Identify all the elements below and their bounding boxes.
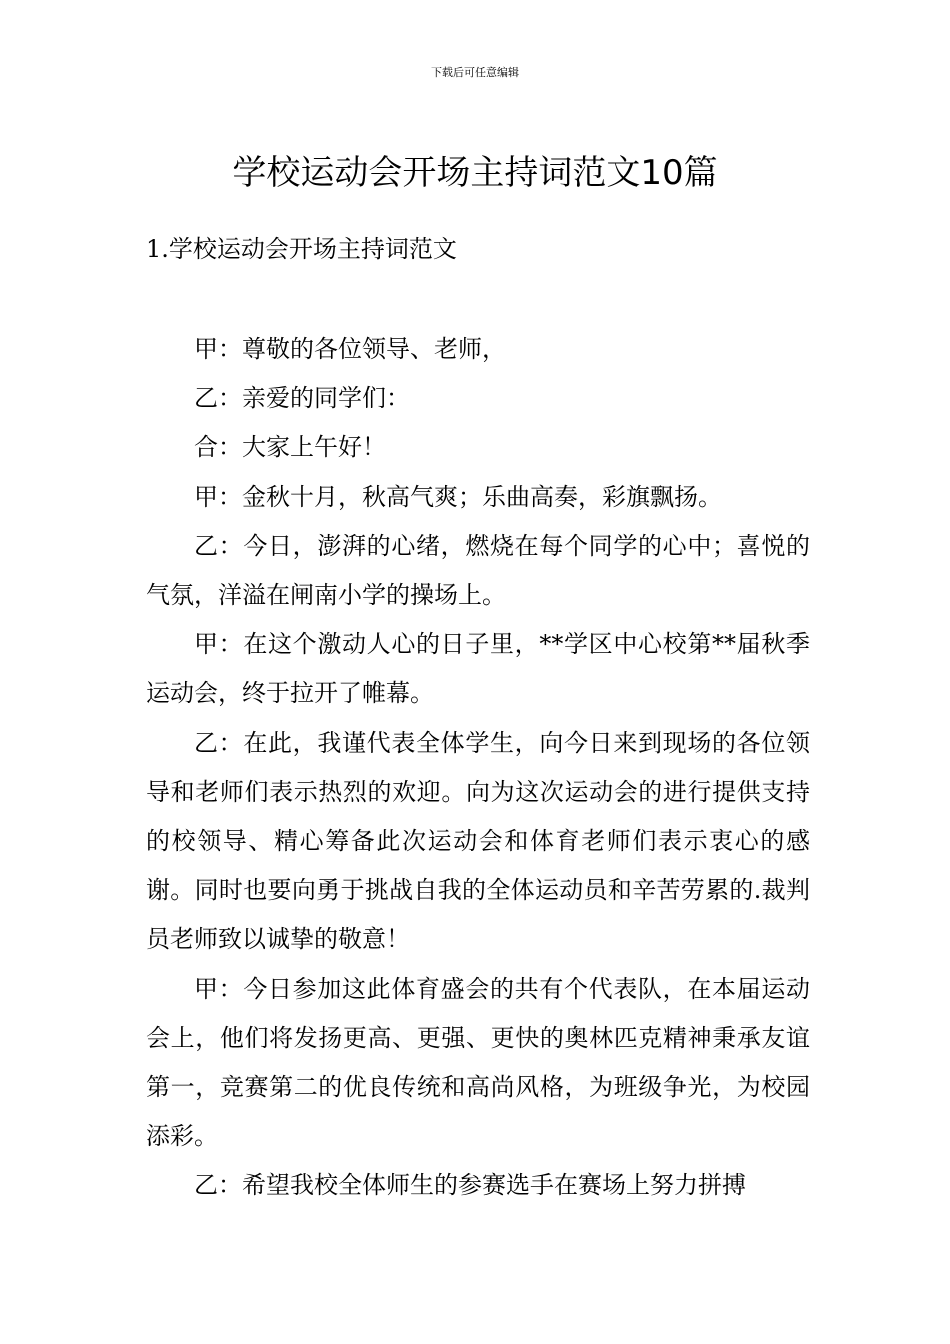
header-note: 下载后可任意编辑	[431, 66, 519, 79]
paragraph: 乙：今日，澎湃的心绪，燃烧在每个同学的心中；喜悦的气氛，洋溢在闸南小学的操场上。	[146, 531, 810, 610]
paragraph: 乙：在此，我谨代表全体学生，向今日来到现场的各位领导和老师们表示热烈的欢迎。向为这次运动会的进行提供支持的校领导、精心筹备此次运动会和体育老师们表示衷心的感谢。同时也要向勇于挑战自我的全体运动员和辛苦劳累的.裁判员老师致以诚挚的敬意！	[146, 728, 810, 954]
body-text	[146, 325, 810, 1211]
paragraph: 乙：亲爱的同学们：	[194, 384, 410, 413]
paragraph: 乙：希望我校全体师生的参赛选手在赛场上努力拼搏	[194, 1171, 746, 1200]
paragraph: 甲：在这个激动人心的日子里，**学区中心校第**届秋季运动会，终于拉开了帷幕。	[146, 630, 810, 708]
document-title: 学校运动会开场主持词范文10篇	[232, 152, 718, 193]
paragraph: 甲：今日参加这此体育盛会的共有个代表队，在本届运动会上，他们将发扬更高、更强、更快的奥林匹克精神秉承友谊第一，竞赛第二的优良传统和高尚风格，为班级争光，为校园添彩。	[146, 974, 810, 1151]
paragraph: 甲：金秋十月，秋高气爽；乐曲高奏，彩旗飘扬。	[194, 482, 722, 511]
paragraph: 甲：尊敬的各位领导、老师，	[194, 335, 506, 363]
section-heading: 1.学校运动会开场主持词范文	[146, 235, 457, 263]
paragraph: 合：大家上午好！	[194, 433, 386, 462]
